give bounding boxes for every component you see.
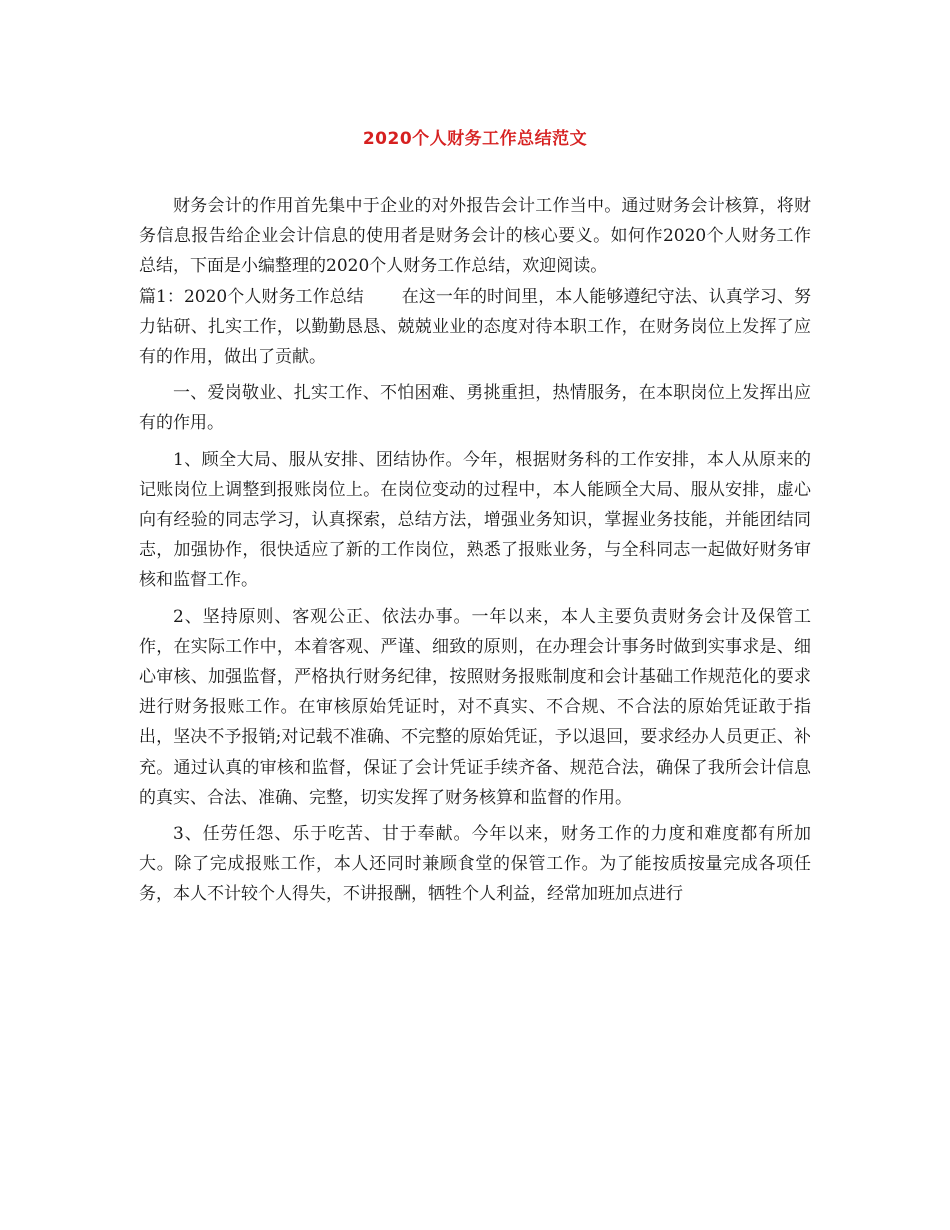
section-heading: 篇1：2020个人财务工作总结 — [139, 286, 364, 307]
point-2-paragraph: 2、坚持原则、客观公正、依法办事。一年以来，本人主要负责财务会计及保管工作，在实际工作中，本着客观、严谨、细致的原则，在办理会计事务时做到实事求是、细心审核、加强监督，严格执行财务纪律，按照财务报账制度和会计基础工作规范化的要求进行财务报账工作。在审核原始凭证时，对不真实、不合规、不合法的原始凭证敢于指出，坚决不予报销;对记载不准确、不完整的原始凭证，予以退回，要求经办人员更正、补充。通过认真的审核和监督，保证了会计凭证手续齐备、规范合法，确保了我所会计信息的真实、合法、准确、完整，切实发挥了财务核算和监督的作用。 — [139, 606, 811, 808]
point-one-paragraph: 一、爱岗敬业、扎实工作、不怕困难、勇挑重担，热情服务，在本职岗位上发挥出应有的作用。 — [139, 383, 811, 434]
point-1-paragraph: 1、顾全大局、服从安排、团结协作。今年，根据财务科的工作安排，本人从原来的记账岗位上调整到报账岗位上。在岗位变动的过程中，本人能顾全大局、服从安排，虚心向有经验的同志学习，认真探索，总结方法，增强业务知识，掌握业务技能，并能团结同志，加强协作，很快适应了新的工作岗位，熟悉了报账业务，与全科同志一起做好财务审核和监督工作。 — [139, 449, 811, 591]
document-body — [139, 191, 811, 910]
section-heading-paragraph — [139, 282, 811, 373]
document-title: 2020个人财务工作总结范文 — [362, 129, 588, 149]
section-intro: 在这一年的时间里，本人能够遵纪守法、认真学习、努力钻研、扎实工作，以勤勤恳恳、兢兢业业的态度对待本职工作，在财务岗位上发挥了应有的作用，做出了贡献。 — [139, 286, 811, 368]
point-3-paragraph: 3、任劳任怨、乐于吃苦、甘于奉献。今年以来，财务工作的力度和难度都有所加大。除了完成报账工作，本人还同时兼顾食堂的保管工作。为了能按质按量完成各项任务，本人不计较个人得失，不讲报酬，牺牲个人利益，经常加班加点进行 — [139, 824, 811, 905]
intro-paragraph: 财务会计的作用首先集中于企业的对外报告会计工作当中。通过财务会计核算，将财务信息报告给企业会计信息的使用者是财务会计的核心要义。如何作2020个人财务工作总结，下面是小编整理的2020个人财务工作总结，欢迎阅读。 — [139, 196, 811, 277]
